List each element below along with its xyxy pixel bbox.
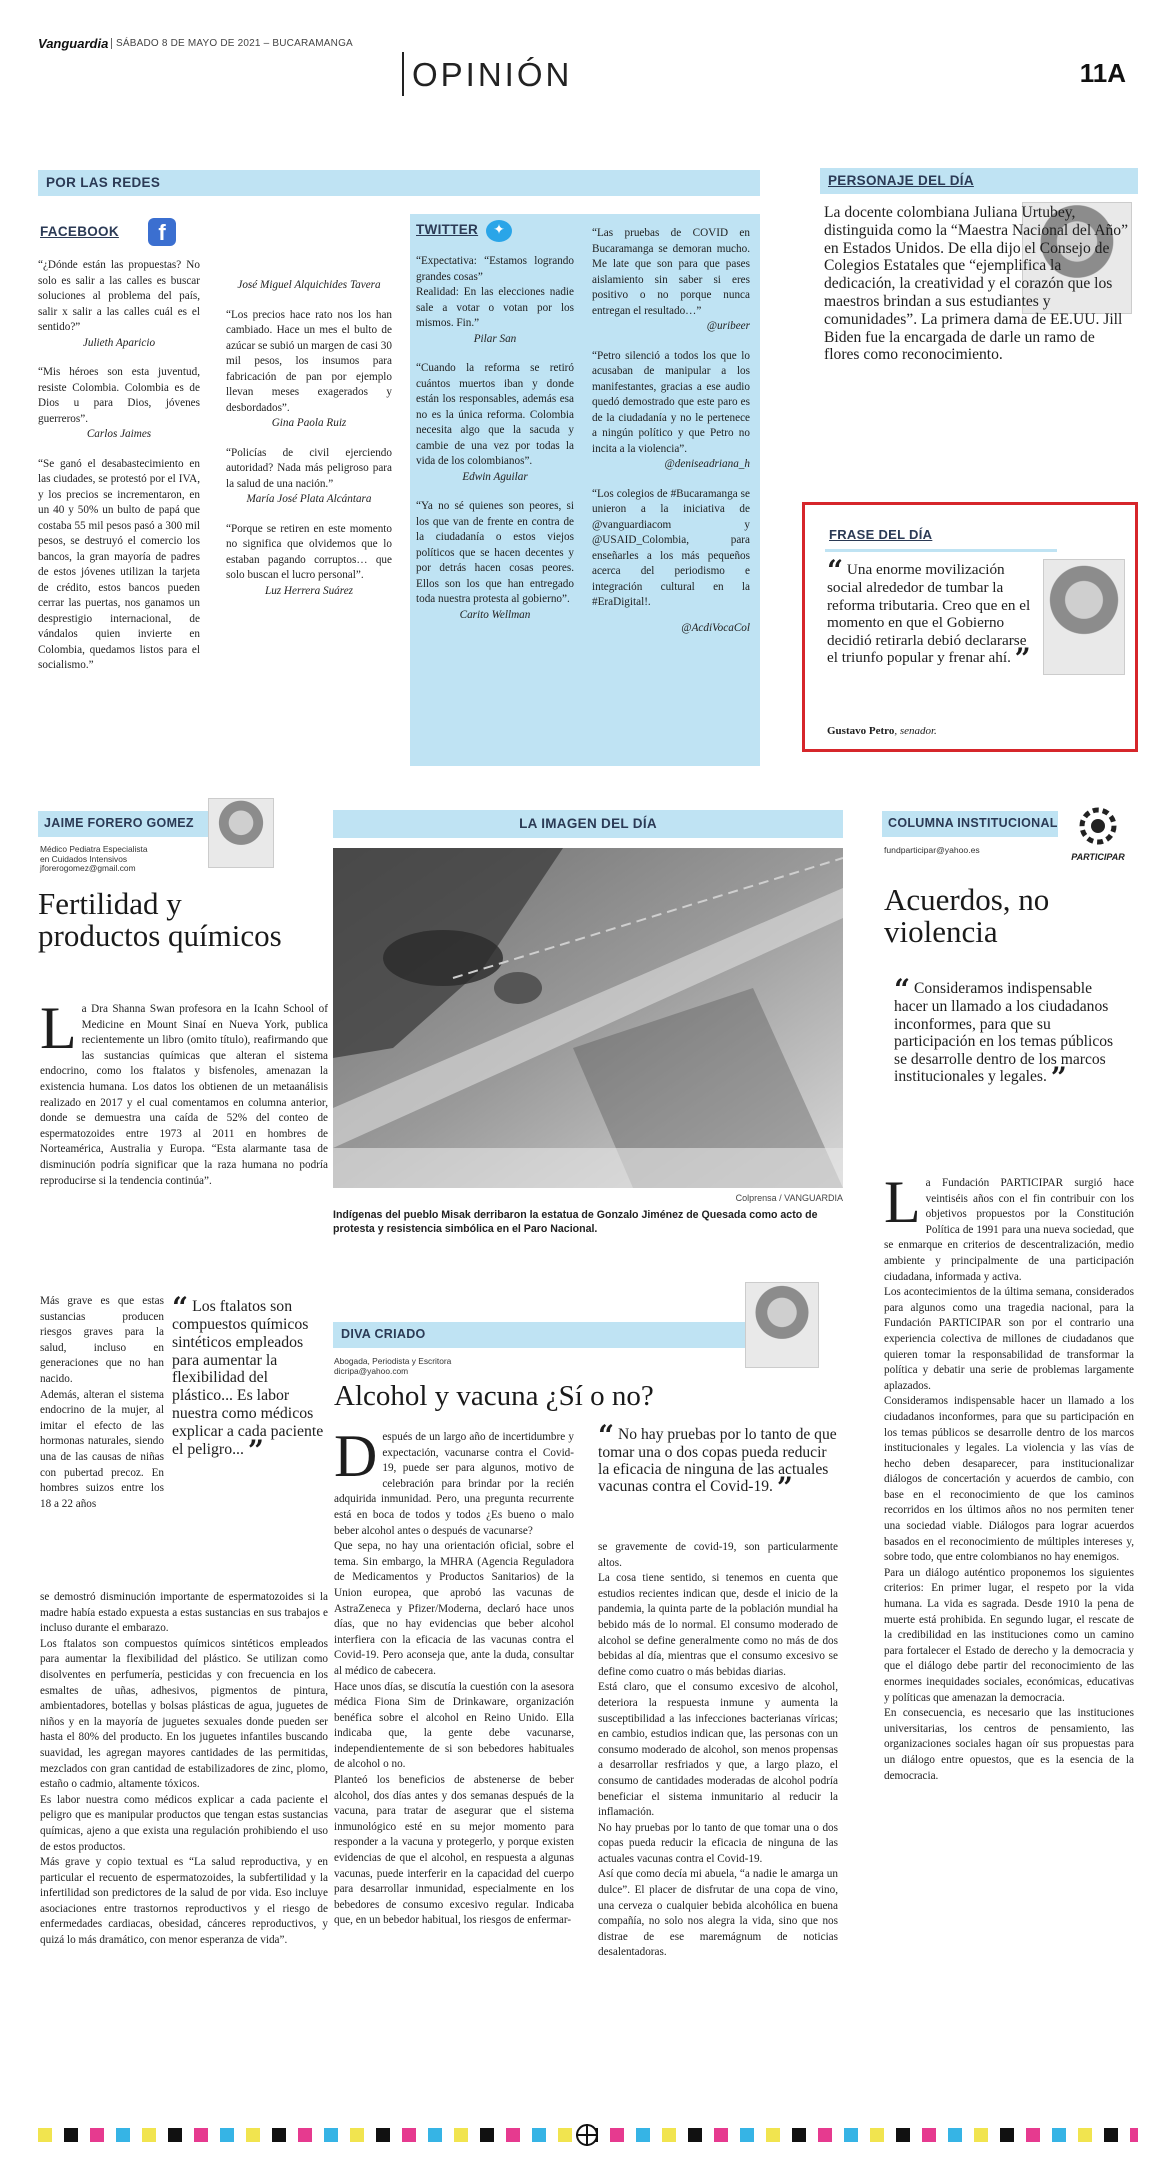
participar-logo-icon: [1064, 802, 1132, 852]
header-divider: [111, 38, 112, 49]
personaje-body: La docente colombiana Juliana Urtubey, distinguida como la “Maestra Nacional del Año” en Estados Unidos. De ella dijo el Consejo de Colegios Estatales que “ejemplifica la dedicación, la creatividad y el corazón que los maestros brindan a sus estudiantes y comunidades”. La primera dama de EE.UU. Jill Biden fue la encargada de darle un ramo de flores como reconocimiento.: [824, 204, 1128, 364]
forero-photo: [208, 798, 274, 868]
participar-logo-text: PARTICIPAR: [1071, 852, 1125, 862]
forero-paragraph: Más grave es que estas sustancias producen riesgos graves para la salud, incluso en generaciones que no han nacido. Además, alteran el sistema endocrino de la mujer, al imitar el efecto de las hormonas naturales, siendo una de las causas de niñas con pubertad precoz. En hombres suizos entre los 18 a 22 años: [40, 1295, 164, 1510]
facebook-col-1: [38, 258, 200, 674]
quote-close-icon: ”: [776, 1471, 793, 1505]
forero-bio: Médico Pediatra Especialista en Cuidados Intensivos jforerogomez@gmail.com: [40, 844, 148, 874]
diva-pullquote: [598, 1419, 838, 1505]
forero-paragraph: a Dra Shanna Swan profesora en la Icahn School of Medicine en Mount Sinaí en Nueva York, publica recientemente un libro (omito título), reafirmando que las sustancias químicas que alteran el sistema endocrino, como los ftalatos y bisfenoles, amenazan la existencia humana. Los datos los obtienen de un metaanálisis realizado en 2017 y el cual comentamos en columna anterior, donde se demuestra una caída de 52% del conteo de espermatozoides entre 1973 al 2011 en hombres de Norteamérica, Australia y Europa. “Esta alarmante tasa de disminución podría significar que la raza humana no podría reproducirse si la tendencia continúa”.: [40, 1003, 328, 1187]
section-title: OPINIÓN: [412, 56, 573, 93]
forero-lead: [40, 1002, 328, 1314]
personaje-title-bar: [820, 168, 1138, 194]
tweet-author: Carito Wellman: [459, 608, 531, 621]
twitter-col-1: [416, 254, 574, 623]
statue-photo: [333, 848, 843, 1188]
forero-pullquote-text: Los ftalatos son compuestos químicos sintéticos empleados para aumentar la flexibilidad del plástico... Es labor nuestra como médicos explicar a cada paciente el peligro...: [172, 1298, 324, 1458]
institucional-label-bar: [882, 811, 1058, 837]
comment-author: Carlos Jaimes: [86, 428, 152, 440]
page-number: 11A: [1079, 58, 1126, 88]
quote-open-icon: “: [598, 1419, 615, 1452]
facebook-label: FACEBOOK: [40, 224, 119, 239]
tweet-author: Pilar San: [473, 332, 517, 345]
personaje-title: PERSONAJE DEL DÍA: [828, 173, 974, 188]
facebook-col-2: [226, 220, 392, 599]
redes-title: POR LAS REDES: [46, 175, 161, 190]
quote-open-icon: “: [827, 554, 844, 587]
personaje-text: [824, 204, 1132, 364]
institucional-paragraph: a Fundación PARTICIPAR surgió hace veintiséis años con el fin contribuir con los objetivos propuestos por la Constitución Política de 1991 para una nueva sociedad, que se enmarque en criterios de descentralización, medio ambiente y principalmente de una participación ciudadana, informada y activa. Los acontecimientos de la última semana, considerados para algunos como una tragedia nacional, para la Fundación PARTICIPAR son por el contrario una experiencia colectiva de millones de ciudadanos que quieren tomar la responsabilidad de transformar la política y debatir una serie de problemas largamente aplazados. Consideramos indispensable hacer un llamado a los ciudadanos inconformes, para que su participación en los temas públicos se desarrolle dentro de los marcos institucionales y legales. La violencia y las vías de hecho deben desaparecer, para institucionalizar diálogos de concertación y acuerdos de cambio, con base en el reconocimiento de que los caminos recorridos en los últimos años no nos permiten tener una sociedad viable. Diálogos para lograr acuerdos basados en el reconocimiento de múltiples intereses y, sobre todo, que entre colombianos no hay enemigos. Para un diálogo auténtico proponemos los siguientes criterios: En primer lugar, el respeto por la vida humana. La vida es sagrada. Desde 1910 la pena de muerte está prohibida. En segundo lugar, el rescate de la credibilidad en las instituciones como un camino para fortalecer el Estado de derecho y la democracia y que el diálogo debe partir del reconocimiento de las enormes inequidades sociales, económicas, educativas y políticas que amenazan la democracia. En consecuencia, es necesario que las instituciones universitarias, los centros de pensamiento, las organizaciones sociales hagan oír sus propuestas para un diálogo entre opuestos, que es la esencia de la democracia.: [884, 1177, 1134, 1782]
frase-attribution: [827, 725, 937, 737]
quote-close-icon: ”: [247, 1433, 265, 1467]
registration-crosshair-icon: [576, 2124, 598, 2146]
forero-name: JAIME FORERO GOMEZ: [44, 816, 194, 830]
comment-author: María José Plata Alcántara: [246, 493, 372, 505]
frase-quote-text: Una enorme movilización social alrededor de tumbar la reforma tributaria. Creo que en el momento en que el Gobierno decidió retirarla debió declararse el triunfo popular y frenar ahí.: [827, 561, 1031, 667]
participar-logo: [1064, 802, 1132, 868]
frase-author: Gustavo Petro: [827, 725, 895, 737]
drop-cap: L: [40, 1002, 77, 1061]
section-rule: [402, 52, 404, 96]
forero-narrow: [40, 1294, 164, 1596]
forero-headline: Fertilidad y productos químicos: [38, 886, 282, 953]
diva-bio: Abogada, Periodista y Escritora dicripa@yahoo.com: [334, 1356, 452, 1376]
quote-open-icon: “: [172, 1291, 189, 1324]
diva-col-2: [598, 1540, 838, 2110]
comment-text: “¿Dónde están las propuestas? No solo es salir a las calles es buscar soluciones al problema del país, salir x salir a las calles cuál es el sentido?”: [38, 259, 200, 333]
comment-author: Luz Herrera Suárez: [264, 584, 354, 597]
diva-paragraph: espués de un largo año de incertidumbre y expectación, vacunarse contra el Covid-19, puede ser para algunos, motivo de celebración para brindar por la recién adquirida inmunidad. Pero, una pregunta recurrente está en boca de todos y todos ¿Es bueno o malo beber alcohol antes o después de vacunarse? Que sepa, no hay una orientación oficial, sobre el tema. Sin embargo, la MHRA (Agencia Reguladora de Medicamentos y Productos Sanitarios) de la Union europea, que aprobó las vacunas de AstraZeneca y Pfizer/Moderna, declaró hace unos días, que no hay evidencias que beber alcohol interfiera con la eficacia de las vacunas contra el Covid-19. Pero aconseja que, ante la duda, consultar al médico de cabecera. Hace unos días, se discutía la cuestión con la asesora médica Fiona Sim de Drinkaware, organización benéfica sobre el alcohol en Reino Unido. Ella indicaba que, la gente debe vacunarse, independientemente de si son bebedores habituales de alcohol o no. Planteó los beneficios de abstenerse de beber alcohol, dos días antes y dos semanas después de la vacuna, para tratar de asegurar que el sistema inmunológico esté en su mejor momento para responder a la vacuna y protegerlo, y porque existen evidencias de que el alcohol, en respuesta a algunas vacunas, puede interferir en la capacidad del cuerpo para desarrollar inmunidad, especialmente en los bebedores de consumo excesivo regular. Indicaba que, en un bebedor habitual, los riesgos de enfermar-: [334, 1431, 574, 1927]
frase-role: , senador.: [894, 725, 937, 737]
frase-box: [802, 502, 1138, 752]
tweet-text: “Las pruebas de COVID en Bucaramanga se demoran mucho. Me late que son para que pases aislamiento sin saber si eres positivo o no porque nunca entregan el resultado…”: [592, 227, 750, 317]
comment-text: “Los precios hace rato nos los han cambiado. Hace un mes el bulto de azúcar se subió un margen de casi 30 mil pesos, los insumos para fabricación de pan por ejemplo llevan meses exagerados y desbordados”.: [226, 308, 392, 414]
comment-text: “Se ganó el desabastecimiento en las ciudades, se protestó por el IVA, y los precios se incrementaron, en un 40 y 50% un bulto de papá que costaba 55 mil pesos pasó a 300 mil pesos, se destruyó el comercio los bancos, la gran mayoría de padres de estos jóvenes utilizan la tarjeta de crédito, estos bancos pueden cerrar las puertas, nos ganamos un desprestigio internacional, de vándalos quien invierte en Colombia, quedamos listos para el socialismo.”: [38, 457, 200, 671]
frase-quote: [827, 554, 1041, 676]
diva-name-bar: [333, 1322, 745, 1348]
imagen-photo: [333, 848, 843, 1188]
redes-title-bar: [38, 170, 760, 196]
twitter-col-2: [592, 226, 750, 636]
twitter-bird-icon: ✦: [486, 220, 512, 242]
tweet-text: “Petro silenció a todos los que lo acusaban de manipular a los manifestantes, gracias a ese audio quedó demostrado que este paro es de la ciudadanía y no le pertenece a ningún político y que Petro no incita a la violencia”.: [592, 349, 750, 455]
twitter-label: TWITTER: [416, 222, 479, 237]
twitter-box: [410, 214, 760, 766]
comment-author: José Miguel Alquichides Tavera: [237, 279, 381, 291]
tweet-text: “Los colegios de #Bucaramanga se unieron a la iniciativa de @vanguardiacom y @USAID_Colombia, para enseñarles a los más pequeños acerca del periodismo e integración cultural en la #EraDigital!.: [592, 487, 750, 608]
diva-name: DIVA CRIADO: [341, 1327, 426, 1341]
drop-cap: L: [884, 1176, 921, 1235]
forero-paragraph: se demostró disminución importante de espermatozoides si la madre había estado expuesta a estas sustancias en sus trabajos e incluso durante el embarazo. Los ftalatos son compuestos químicos sintéticos empleados para aumentar la flexibilidad del plástico. Se utilizan como disolventes en perfumería, pesticidas y con frecuencia en los esmaltes de uñas, adhesivos, pigmentos de pintura, ambientadores, botellas y bolsas plásticas de agua, juguetes de niños y en la mayoría de juguetes sexuales donde pueden ser hasta el 80% del producto. En los juguetes infantiles buscando suavidad, les agregan mayores cantidades de las permitidas, mezclados con gran cantidad de estabilizadores de zinc, plomo, estaño o cadmio, altamente tóxicos. Es labor nuestra como médicos explicar a cada paciente el peligro que es manipular productos que tengan estas sustancias químicas, ajeno a que exista una regulación prohibiendo el uso de estos productos. Más grave y copio textual es “La salud reproductiva, y en particular el recuento de espermatozoides, la subfertilidad y la infertilidad son predictores de la salud de por vida. Eso incluye asociaciones entre trastornos reproductivos y el riesgo de enfermedades cardiacas, obesidad, cánceres reproductivos, y quizá lo más dramático, con menor esperanza de vida”.: [40, 1591, 328, 1947]
tweet-author: Edwin Aguilar: [462, 470, 528, 483]
tweet-text: “Ya no sé quienes son peores, si los que van de frente en contra de la ciudadanía o estos viejos políticos que se hacen decentes y por detrás hacen cosas peores. Ellos son los que han entregado toda nuestra protesta al gobierno”.: [416, 500, 574, 605]
diva-pullquote-text: No hay pruebas por lo tanto de que tomar una o dos copas pueda reducir la eficacia de ninguna de las actuales vacunas contra el Covid-19.: [598, 1426, 837, 1496]
frase-photo: [1043, 559, 1125, 675]
diva-photo: [745, 1282, 819, 1368]
tweet-author: @AcdiVocaCol: [681, 621, 750, 634]
comment-author: Julieth Aparicio: [82, 336, 156, 349]
quote-open-icon: “: [894, 973, 911, 1006]
page-header: [38, 32, 1138, 102]
quote-close-icon: ”: [1050, 1061, 1067, 1095]
comment-text: “Policías de civil ejerciendo autoridad? Nada más peligroso para la salud de una nación.”: [226, 446, 392, 490]
dateline: SÁBADO 8 DE MAYO DE 2021 – BUCARAMANGA: [116, 38, 353, 49]
tweet-text: “Expectativa: “Estamos logrando grandes cosas” Realidad: En las elecciones nadie sale a votar o votan por los mismos. Fin.”: [416, 255, 574, 329]
institucional-headline: Acuerdos, no violencia: [884, 882, 1050, 949]
imagen-title-bar: [333, 810, 843, 838]
quote-close-icon: ”: [1014, 642, 1031, 676]
diva-paragraph: se gravemente de covid-19, son particularmente altos. La cosa tiene sentido, si tenemos en cuenta que estudios recientes indican que, desde el inicio de la pandemia, la quinta parte de la población mundial ha bebido más de lo normal. El consumo moderado de alcohol se define generalmente como no más de dos bebidas al día, mientras que el consumo excesivo se define como cuatro o más bebidas diarias. Está claro, que el consumo excesivo de alcohol, deteriora la respuesta inmune y aumenta la susceptibilidad a las infecciones bacterianas víricas; en cambio, estudios indican que, las personas con un consumo moderado de alcohol, son menos propensas a desarrollar resfriados y que, a largo plazo, el consumo de cantidades moderadas de alcohol podría beneficiar el sistema inmunitario al reducir la inflamación. No hay pruebas por lo tanto de que tomar una o dos copas pueda reducir la eficacia de ninguna de las actuales vacunas contra el Covid-19. Así que como decía mi abuela, “a nadie le amarga un dulce”. El placer de disfrutar de una copa de vino, una cerveza o cualquier bebida alcohólica en buena compañía, no solo nos alegra la vida, sino que nos distrae de ese maremágnum de noticias desalentadoras.: [598, 1541, 838, 1959]
institucional-pullquote: [894, 973, 1126, 1095]
institucional-email: fundparticipar@yahoo.es: [884, 845, 980, 855]
print-color-bar: [38, 2124, 1138, 2146]
tweet-author: @uribeer: [706, 320, 750, 332]
forero-rest: [40, 1590, 328, 2098]
diva-col-1: [334, 1430, 574, 2110]
brand-logo: Vanguardia: [38, 36, 109, 51]
imagen-title: LA IMAGEN DEL DÍA: [519, 816, 657, 831]
comment-author: Gina Paola Ruiz: [271, 417, 347, 429]
facebook-f-icon: f: [148, 218, 176, 246]
imagen-credit: Colprensa / VANGUARDIA: [735, 1193, 843, 1203]
frase-rule: [825, 549, 1057, 552]
forero-name-bar: [38, 811, 208, 837]
comment-text: “Porque se retiren en este momento no significa que olvidemos que lo estaban pagando corruptos… que solo buscan el lucro personal”.: [226, 522, 392, 581]
tweet-text: “Cuando la reforma se retiró cuántos muertos iban y donde están los responsables, además esa no es la única reforma. Colombia necesita algo que la sacuda y cambie de una vez por todas la vida de los colombianos”.: [416, 362, 574, 467]
diva-headline: Alcohol y vacuna ¿Sí o no?: [334, 1380, 654, 1412]
institucional-pullquote-text: Consideramos indispensable hacer un llamado a los ciudadanos inconformes, para que su participación en los temas públicos se desarrolle dentro de los marcos institucionales y legales.: [894, 980, 1114, 1086]
institucional-body: [884, 1176, 1134, 2106]
institucional-label: COLUMNA INSTITUCIONAL: [888, 816, 1058, 830]
comment-text: “Mis héroes son esta juventud, resiste Colombia. Colombia es de Dios u para Dios, jóvenes guerreros”.: [38, 366, 200, 425]
drop-cap: D: [334, 1430, 378, 1489]
frase-title: FRASE DEL DÍA: [829, 527, 933, 542]
tweet-author: @deniseadriana_h: [664, 458, 750, 470]
forero-pullquote: [172, 1291, 332, 1467]
imagen-caption: Indígenas del pueblo Misak derribaron la estatua de Gonzalo Jiménez de Quesada como acto de protesta y resistencia simbólica en el Paro Nacional.: [333, 1209, 818, 1235]
